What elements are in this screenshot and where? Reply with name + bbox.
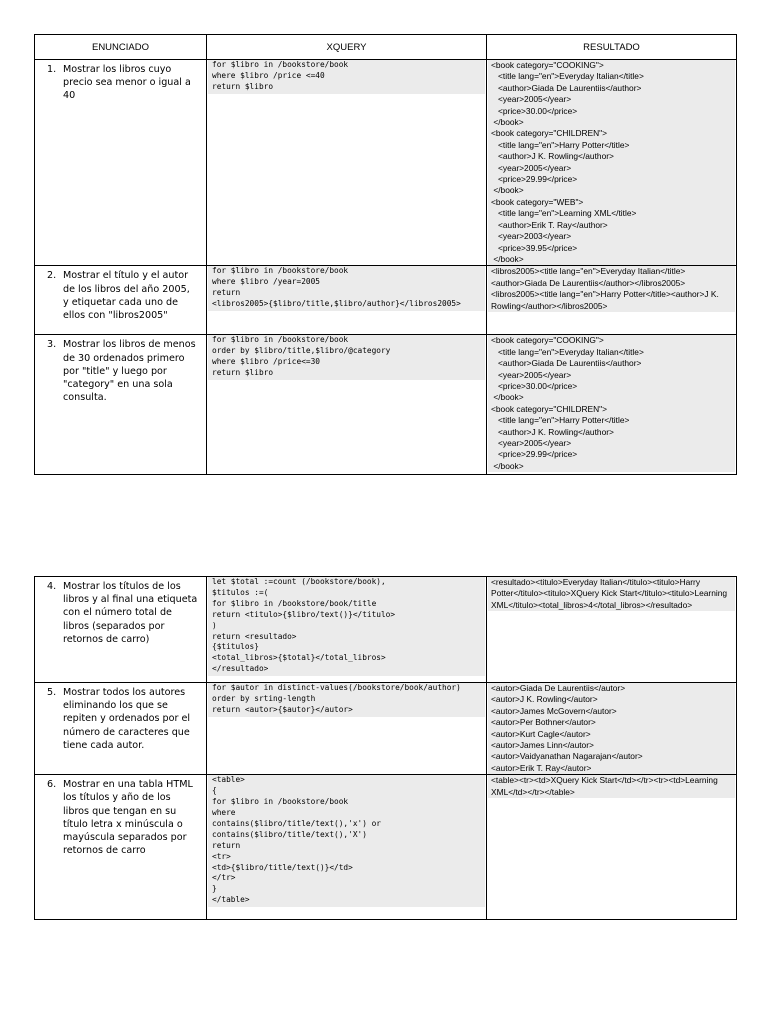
resultado-output: <resultado><titulo>Everyday Italian</titulo><titulo>Harry Potter</titulo><titulo>XQuery Kick Start</titulo><titulo>Learning XML</titulo><total_libros>4</total_libros></resultado> xyxy=(488,577,735,611)
table-header-row xyxy=(35,35,737,60)
resultado-cell xyxy=(487,60,737,266)
header-resultado: RESULTADO xyxy=(487,35,737,60)
xquery-code: for $libro in /bookstore/book where $libro /year=2005 return <libros2005>{$libro/title,$libro/author}</libros2005> xyxy=(208,266,485,311)
resultado-cell xyxy=(487,266,737,335)
enunciado-text: Mostrar los títulos de los libros y al final una etiqueta con el número total de libros (separados por retornos de carro) xyxy=(63,581,198,645)
table-row xyxy=(35,775,737,920)
resultado-output: <book category="COOKING"> <title lang="en">Everyday Italian</title> <author>Giada De Laurentiis</author> <year>2005</year> <price>30.00</price> </book> <book category="CHILDREN"> <title lang="en">Harry Potter</title> <author>J K. Rowling</author> <year>2005</year> <price>29.99</price> </book> <book category="WEB"> <title lang="en">Learning XML</title> <author>Erik T. Ray</author> <year>2003</year> <price>39.95</price> </book> xyxy=(488,60,735,265)
enunciado-text: Mostrar en una tabla HTML los títulos y año de los libros que tengan en su título letra x minúscula o mayúscula separados por retornos de carro xyxy=(63,779,193,857)
enunciado-cell xyxy=(35,775,207,920)
item-number: 3. xyxy=(47,339,57,351)
xquery-code: <table> { for $libro in /bookstore/book where contains($libro/title/text(),'x') or contains($libro/title/text(),'X') return <tr> <td>{$libro/title/text()}</td> </tr> } </table> xyxy=(208,775,485,907)
resultado-output: <libros2005><title lang="en">Everyday Italian</title><author>Giada De Laurentiis</author></libros2005><libros2005><title lang="en">Harry Potter</title><author>J K. Rowling</author></libros2005> xyxy=(488,266,735,312)
xquery-cell xyxy=(207,683,487,775)
enunciado-text: Mostrar todos los autores eliminando los que se repiten y ordenados por el número de caracteres que tiene cada autor. xyxy=(63,687,191,751)
xquery-table-1 xyxy=(34,34,737,475)
enunciado-cell xyxy=(35,60,207,266)
enunciado-cell xyxy=(35,577,207,683)
resultado-output: <table><tr><td>XQuery Kick Start</td></tr><tr><td>Learning XML</td></tr></table> xyxy=(488,775,735,798)
header-xquery: XQUERY xyxy=(207,35,487,60)
resultado-cell xyxy=(487,683,737,775)
item-number: 4. xyxy=(47,581,57,592)
item-number: 6. xyxy=(47,779,57,791)
resultado-output: <book category="COOKING"> <title lang="en">Everyday Italian</title> <author>Giada De Laurentiis</author> <year>2005</year> <price>30.00</price> </book> <book category="CHILDREN"> <title lang="en">Harry Potter</title> <author>J K. Rowling</author> <year>2005</year> <price>29.99</price> </book> xyxy=(488,335,735,472)
enunciado-cell xyxy=(35,266,207,335)
xquery-code: let $total :=count (/bookstore/book), $titulos :=( for $libro in /bookstore/book/title return <titulo>{$libro/text()}</titulo> ) return <resultado> {$titulos} <total_libros>{$total}</total_libros> </resultado> xyxy=(208,577,485,676)
item-number: 5. xyxy=(47,687,57,698)
xquery-cell xyxy=(207,60,487,266)
table-row xyxy=(35,577,737,683)
table-row xyxy=(35,683,737,775)
resultado-output: <autor>Giada De Laurentiis</autor> <autor>J K. Rowling</autor> <autor>James McGovern</autor> <autor>Per Bothner</autor> <autor>Kurt Cagle</autor> <autor>James Linn</autor> <autor>Vaidyanathan Nagarajan</autor> <autor>Erik T. Ray</autor> xyxy=(488,683,735,774)
xquery-code: for $autor in distinct-values(/bookstore/book/author) order by srting-length return <autor>{$autor}</autor> xyxy=(208,683,485,717)
enunciado-cell xyxy=(35,335,207,475)
item-number: 1. xyxy=(47,64,57,75)
xquery-cell xyxy=(207,266,487,335)
xquery-cell xyxy=(207,775,487,920)
table-row xyxy=(35,60,737,266)
xquery-code: for $libro in /bookstore/book where $libro /price <=40 return $libro xyxy=(208,60,485,94)
table-row xyxy=(35,266,737,335)
resultado-cell xyxy=(487,577,737,683)
enunciado-cell xyxy=(35,683,207,775)
resultado-cell xyxy=(487,775,737,920)
xquery-cell xyxy=(207,577,487,683)
header-enunciado: ENUNCIADO xyxy=(35,35,207,60)
xquery-code: for $libro in /bookstore/book order by $libro/title,$libro/@category where $libro /price<=30 return $libro xyxy=(208,335,485,380)
item-number: 2. xyxy=(47,270,57,282)
enunciado-text: Mostrar el título y el autor de los libros del año 2005, y etiquetar cada uno de ellos con "libros2005" xyxy=(63,270,190,321)
xquery-cell xyxy=(207,335,487,475)
resultado-cell xyxy=(487,335,737,475)
enunciado-text: Mostrar los libros de menos de 30 ordenados primero por "title" y luego por "category" en una sola consulta. xyxy=(63,339,196,404)
enunciado-text: Mostrar los libros cuyo precio sea menor o igual a 40 xyxy=(63,64,191,102)
xquery-table-2 xyxy=(34,576,737,920)
table-row xyxy=(35,335,737,475)
